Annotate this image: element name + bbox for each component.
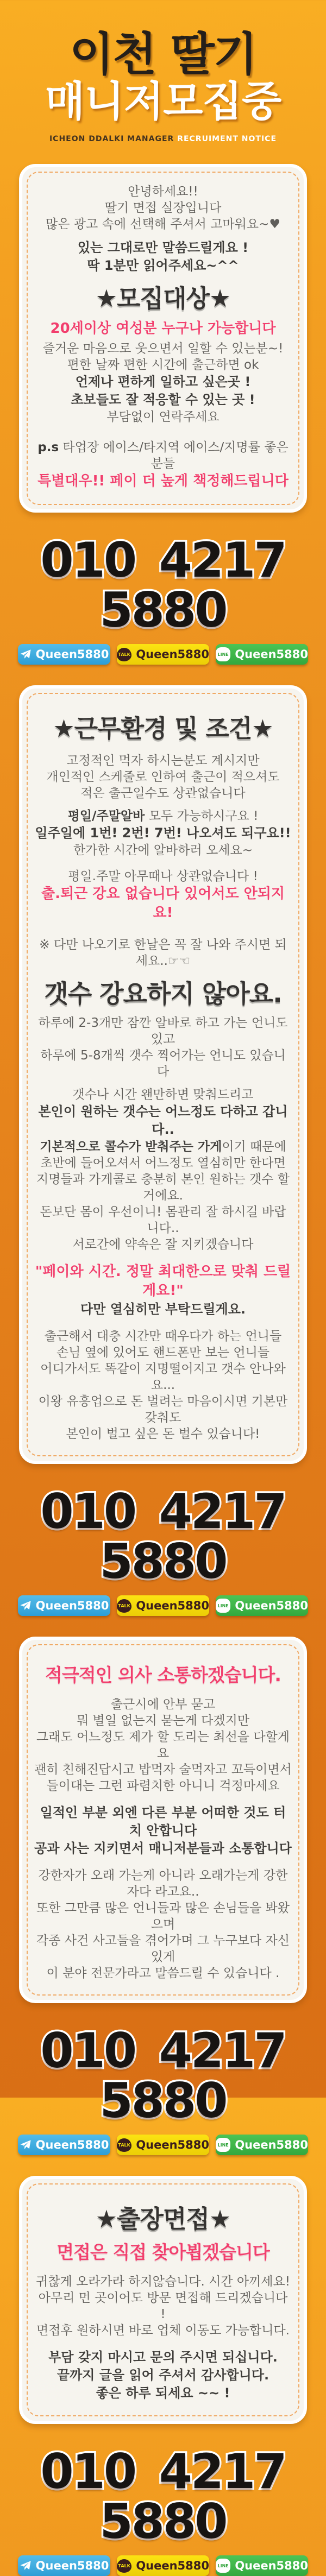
- body-line: 이 분야 전문가라고 말씀드릴 수 있습니다 .: [46, 1966, 280, 1980]
- contact-block: [0, 2444, 326, 2576]
- pay-time-promise-line: "페이와 시간. 정말 최대한으로 맞춰 드릴게요!": [35, 1264, 291, 1299]
- line-id-label: Queen5880: [235, 648, 308, 661]
- telegram-button[interactable]: [18, 1595, 110, 1616]
- bold-line: 언제나 편하게 일하고 싶은곳 !: [75, 374, 251, 389]
- bold-line: 다만 열심히만 부탁드릴게요.: [80, 1302, 246, 1317]
- kakaotalk-button[interactable]: [117, 1595, 209, 1616]
- messenger-buttons-row: [0, 1595, 326, 1616]
- bold-line: 끝까지 글을 읽어 주셔서 감사합니다.: [57, 2367, 269, 2383]
- visit-interview-card: [19, 2176, 307, 2424]
- body-line: 면접후 원하시면 바로 업체 이동도 가능합니다.: [36, 2324, 290, 2338]
- weekday-rest: 모두 가능하시구요 !: [145, 809, 259, 823]
- contact-block: [0, 2023, 326, 2155]
- body-line: 아무리 먼 곳이어도 방문 면접해 드리겠습니다 !: [38, 2291, 288, 2321]
- line-button[interactable]: [216, 1595, 308, 1616]
- line-bubble-icon: LINE: [216, 1599, 230, 1613]
- ps-rest: 타업장 에이스/타지역 에이스/지명률 좋은분들: [59, 440, 289, 471]
- communication-card: [19, 1637, 307, 2003]
- kakaotalk-button[interactable]: [117, 2555, 209, 2576]
- line-id-label: Queen5880: [235, 1599, 308, 1612]
- section-title-recruit-target: ★모집대상★: [95, 284, 231, 313]
- phone-number[interactable]: 010 4217 5880: [40, 2444, 286, 2549]
- body-line: 강한자가 오래 가는게 아니라 오래가는게 강한자다 라고요..: [38, 1868, 288, 1899]
- line-bubble-icon: LINE: [216, 2559, 230, 2573]
- section-title-visit-interview: ★출장면접★: [95, 2205, 231, 2233]
- body-line: 각종 사건 사고들을 겪어가며 그 누구보다 자신있게: [36, 1934, 290, 1964]
- phone-number[interactable]: 010 4217 5880: [40, 532, 286, 638]
- line-button[interactable]: [216, 644, 308, 665]
- telegram-button[interactable]: [18, 2555, 110, 2576]
- body-line: 이왕 유흥업으로 돈 벌려는 마음이시면 기본만 갖춰도: [38, 1394, 288, 1425]
- kakaotalk-id-label: Queen5880: [136, 1599, 209, 1612]
- bold-line: 일적인 부분 외엔 다른 부분 어떠한 것도 터치 안합니다: [40, 1805, 286, 1838]
- kakaotalk-button[interactable]: [117, 2135, 209, 2155]
- contact-block: [0, 1483, 326, 1616]
- section-title-no-forced-counts: 갯수 강요하지 않아요.: [44, 979, 282, 1008]
- kakao-talk-bubble-icon: TALK: [117, 2559, 131, 2573]
- greeting-line: 많은 광고 속에 선택해 주셔서 고마워요~♥: [46, 217, 280, 231]
- mixed-bold-line: [34, 1139, 292, 1155]
- telegram-button[interactable]: [18, 2135, 110, 2155]
- telegram-id-label: Queen5880: [35, 2559, 109, 2572]
- section-title-work-conditions: ★근무환경 및 조건★: [53, 714, 273, 743]
- body-line: 평일.주말 아무때나 상관없습니다 !: [68, 869, 258, 883]
- visit-interview-subtitle: 면접은 직접 찾아뵙겠습니다: [57, 2242, 269, 2263]
- paper-plane-icon: [20, 2139, 32, 2151]
- body-line: 뭐 별일 없는지 묻는게 다겠지만: [76, 1714, 250, 1728]
- body-line: 즐거운 마음으로 웃으면서 일할 수 있는분~!: [42, 342, 284, 356]
- kakao-talk-bubble-icon: TALK: [117, 2138, 131, 2152]
- work-conditions-card: [19, 685, 307, 1464]
- body-line: 초반에 들어오셔서 어느정도 열심히만 한다면: [40, 1156, 286, 1170]
- telegram-id-label: Queen5880: [35, 1599, 109, 1612]
- ps-line: [34, 439, 292, 472]
- body-line: 본인이 벌고 싶은 돈 벌수 있습니다!: [66, 1427, 260, 1441]
- body-line: 지명들과 가게콜로 충분히 본인 원하는 갯수 할 거에요.: [36, 1172, 290, 1203]
- body-line: 들이대는 그런 파렴치한 아니니 걱정마세요: [46, 1779, 280, 1793]
- greeting-line: 안녕하세요!!: [128, 185, 198, 199]
- kakaotalk-id-label: Queen5880: [136, 648, 209, 661]
- paper-plane-icon: [20, 648, 32, 660]
- paper-plane-icon: [20, 1600, 32, 1612]
- promise-line: 딱 1분만 읽어주세요~^^: [87, 258, 239, 273]
- body-line: 손님 옆에 있어도 핸드폰만 보는 언니들: [56, 1346, 270, 1360]
- kakaotalk-button[interactable]: [117, 644, 209, 665]
- telegram-id-label: Queen5880: [35, 648, 109, 661]
- bold-line: 초보들도 잘 적응할 수 있는 곳 !: [71, 392, 255, 407]
- body-line: 괜히 친해진답시고 밥먹자 술먹자고 꼬득이면서: [34, 1763, 292, 1777]
- body-line: 또한 그만큼 많은 언니들과 많은 손님들을 봐왔으며: [36, 1901, 290, 1931]
- line-bubble-icon: LINE: [216, 2138, 230, 2152]
- no-forced-commute-line: 출.퇴근 강요 없습니다 있어서도 안되지요!: [41, 886, 285, 921]
- note-line: ※ 다만 나오기로 한날은 꼭 잘 나와 주시면 되세요..☞☜: [39, 938, 287, 968]
- messenger-buttons-row: [0, 2555, 326, 2576]
- kakaotalk-id-label: Queen5880: [136, 2559, 209, 2572]
- paper-plane-icon: [20, 2560, 32, 2572]
- body-line: 적은 출근일수도 상관없습니다: [80, 786, 246, 800]
- contact-block: [0, 532, 326, 665]
- kakao-talk-bubble-icon: TALK: [117, 1599, 131, 1613]
- body-line: 하루에 2-3개만 잠깐 알바로 하고 가는 언니도 있고: [38, 1016, 288, 1046]
- telegram-button[interactable]: [18, 644, 110, 665]
- kakao-talk-bubble-icon: TALK: [117, 648, 131, 661]
- bold-line: 부담 갖지 마시고 문의 주시면 되십니다.: [48, 2350, 278, 2365]
- body-line: 출근해서 대충 시간만 때우다가 하는 언니들: [44, 1329, 282, 1343]
- line-button[interactable]: [216, 2555, 308, 2576]
- body-line: 서로간에 약속은 잘 지키겠습니다: [72, 1238, 254, 1252]
- page-title-line2: 매니저모집중: [45, 77, 281, 125]
- body-line: 어디가서도 똑같이 지명떨어지고 갯수 안나와요...: [40, 1362, 286, 1392]
- line-id-label: Queen5880: [235, 2138, 308, 2151]
- body-line: 갯수나 시간 왠만하면 맞춰드리고: [72, 1088, 254, 1102]
- page-title-line1: 이천 딸기: [70, 28, 256, 81]
- phone-number[interactable]: 010 4217 5880: [40, 1483, 286, 1589]
- body-line: 돈보단 몸이 우선이니! 몸관리 잘 하시길 바랍니다..: [40, 1205, 286, 1235]
- body-line: 귀찮게 오라가라 하지않습니다. 시간 아끼세요!: [36, 2275, 290, 2289]
- line-button[interactable]: [216, 2135, 308, 2155]
- body-line: 고정적인 먹자 하시는분도 계시지만: [66, 754, 260, 768]
- bold-line: 좋은 하루 되세요 ~~ !: [96, 2385, 230, 2401]
- bold-line: 공과 사는 지키면서 매니저분들과 소통합니다: [34, 1841, 292, 1856]
- body-line: 출근시에 안부 묻고: [110, 1697, 216, 1712]
- body-line: 한가한 시간에 알바하러 오세요~: [73, 843, 253, 857]
- body-line: 편한 날짜 편한 시간에 출근하면 ok: [67, 358, 259, 372]
- weekday-line: [34, 808, 292, 824]
- weekday-bold: 평일/주말알바: [67, 809, 145, 823]
- ps-prefix: p.s: [37, 440, 59, 454]
- phone-number[interactable]: 010 4217 5880: [40, 2023, 286, 2129]
- body-line: 개인적인 스케줄로 인하여 출근이 적으셔도: [46, 770, 280, 784]
- intro-card: [19, 164, 307, 513]
- bold-line: 일주일에 1번! 2번! 7번! 나오셔도 되구요!!: [35, 825, 291, 841]
- telegram-id-label: Queen5880: [35, 2138, 109, 2151]
- section-title-communication: 적극적인 의사 소통하겠습니다.: [45, 1664, 281, 1685]
- line-bubble-icon: LINE: [216, 647, 230, 661]
- subtitle-light-text: RECRUIMENT NOTICE: [177, 135, 277, 143]
- promise-line: 있는 그대로만 말씀드릴게요 !: [77, 240, 249, 255]
- messenger-buttons-row: [0, 2135, 326, 2155]
- bold-line: 본인이 원하는 갯수는 어느정도 다하고 갑니다..: [38, 1104, 288, 1137]
- special-treatment-line: 특별대우!! 페이 더 높게 책정해드립니다: [37, 473, 289, 489]
- line-id-label: Queen5880: [235, 2559, 308, 2572]
- kakaotalk-id-label: Queen5880: [136, 2138, 209, 2151]
- highlight-line: 20세이상 여성분 누구나 가능합니다: [50, 320, 276, 337]
- subtitle-dark-text: ICHEON DDALKI MANAGER: [49, 135, 174, 143]
- body-line: 하루에 5-8개씩 갯수 찍어가는 언니도 있습니다: [40, 1049, 286, 1079]
- greeting-line: 딸기 면접 실장입니다: [104, 201, 222, 215]
- regular-part: 이기 때문에: [222, 1140, 286, 1154]
- body-line: 그래도 어느정도 제가 할 도리는 최선을 다할게요: [36, 1730, 290, 1760]
- messenger-buttons-row: [0, 644, 326, 665]
- bold-part: 기본적으로 콜수가 받춰주는 가게: [40, 1140, 222, 1154]
- hero-header: [0, 0, 326, 143]
- page-subtitle: [0, 135, 326, 143]
- body-line: 부담없이 연락주세요: [106, 410, 220, 424]
